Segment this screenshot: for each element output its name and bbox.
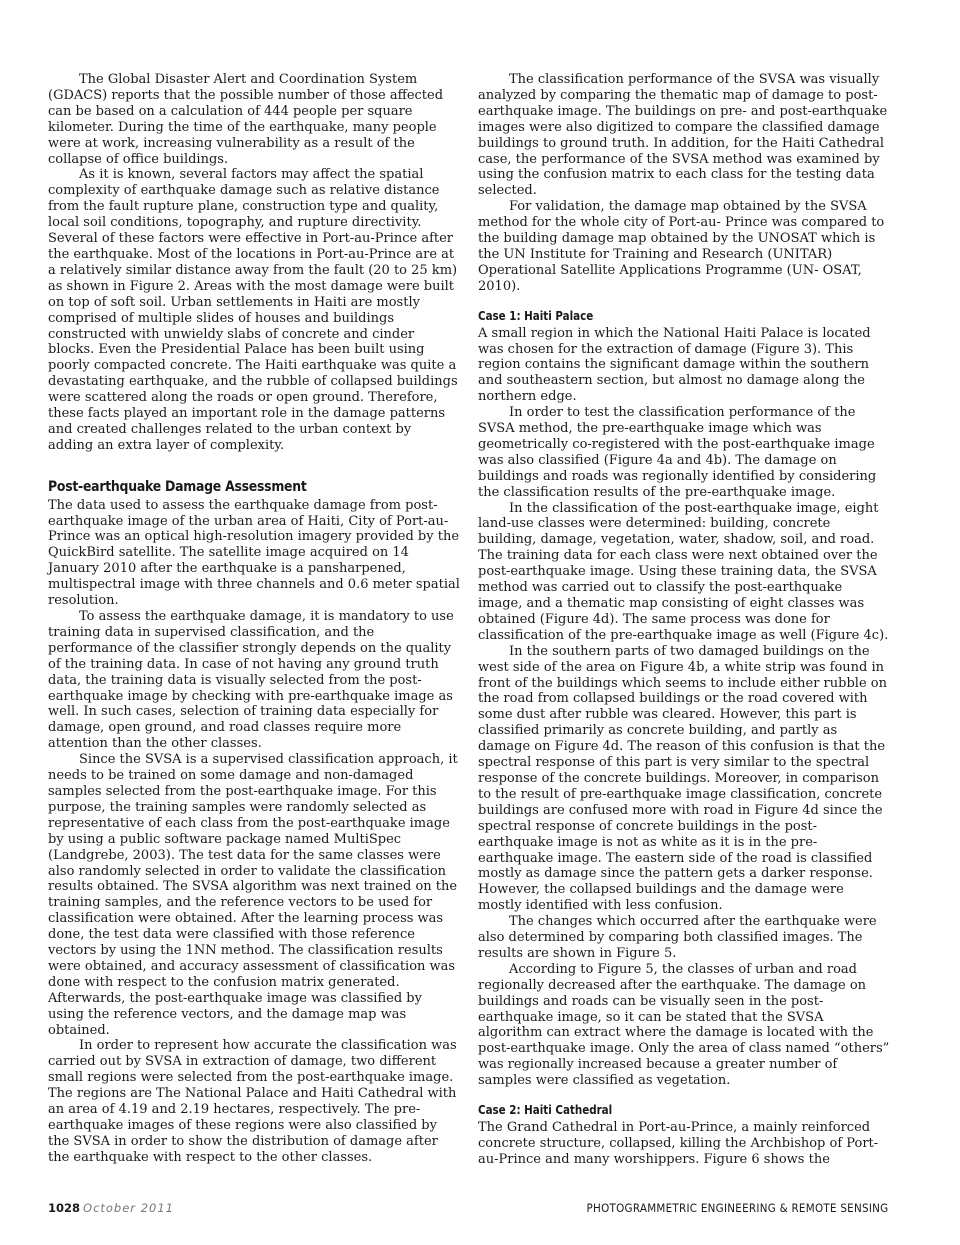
paragraph: In order to test the classification performance of the SVSA method, the pre-earthquake image which was geometrically co-registered with the post-earthquake image was also classified (Figure 4a and 4b). The damage on buildings and roads was regionally identified by considering the classification results of the pre-earthquake image. [478, 405, 877, 500]
paragraph: In the classification of the post-earthquake image, eight land-use classes were determined: building, concrete building, damage, vegetation, water, shadow, soil, and road. The training data for each class were next obtained over the post-earthquake image. Using these training data, the SVSA method was carried out to classify the post-earthquake image, and a thematic map consisting of eight classes was obtained (Figure 4d). The same process was done for classification of the pre-earthquake image as well (Figure 4c). [478, 500, 889, 643]
paragraph: The data used to assess the earthquake damage from post-earthquake image of the urban area of Haiti, City of Port-au-Prince was an optical high-resolution imagery provided by the QuickBird satellite. The satellite image acquired on 14 January 2010 after the earthquake is a pansharpened, multispectral image with three channels and 0.6 meter spatial resolution. [48, 497, 460, 609]
paragraph: A small region in which the National Haiti Palace is located was chosen for the extraction of damage (Figure 3). This region contains the significant damage within the southern and southeastern section, but almost no damage along the northern edge. [478, 325, 871, 405]
case-heading: Case 1: Haiti Palace [478, 308, 594, 323]
paragraph: The classification performance of the SVSA was visually analyzed by comparing the thematic map of damage to post-earthquake image. The buildings on pre- and post-earthquake images were also digitized to compare the classified damage buildings to ground truth. In addition, for the Haiti Cathedral case, the performance of the SVSA method was examined by using the confusion matrix to each class for the testing data selected. [478, 72, 888, 199]
paragraph: To assess the earthquake damage, it is mandatory to use training data in supervised classification, and the performance of the classifier strongly depends on the quality of the training data. In case of not having any ground truth data, the training data is visually selected from the post-earthquake image by checking with pre-earthquake image as well. In such cases, selection of training data especially for damage, open ground, and road classes require more attention than the other classes. [48, 609, 454, 752]
page-footer [48, 1201, 888, 1219]
paragraph: As it is known, several factors may affect the spatial complexity of earthquake damage such as relative distance from the fault rupture plane, construction type and quality, local soil conditions, topography, and rupture directivity. Several of these factors were effective in Port-au-Prince after the earthquake. Most of the locations in Port-au-Prince are at a relatively similar distance away from the fault (20 to 25 km) as shown in Figure 2. Areas with the most damage were built on top of soft soil. Urban settlements in Haiti are mostly comprised of multiple slides of houses and buildings constructed with unwieldy slabs of concrete and cinder blocks. Even the Presidential Palace has been built using poorly compacted concrete. The Haiti earthquake was quite a devastating earthquake, and the rubble of collapsed buildings were scattered along the roads or open ground. Therefore, these facts played an important role in the damage patterns and created challenges related to the urban context by adding an extra layer of complexity. [48, 167, 458, 453]
paragraph: For validation, the damage map obtained by the SVSA method for the whole city of Port-au- Prince was compared to the building damage map obtained by the UNOSAT which is the UN Institute for Training and Research (UNITAR) Operational Satellite Applications Programme (UN- OSAT, 2010). [478, 199, 885, 294]
journal-name: PHOTOGRAMMETRIC ENGINEERING & REMOTE SENSING [586, 1201, 888, 1215]
left-column [48, 72, 460, 1166]
issue-date: October 2011 [83, 1201, 174, 1215]
paragraph: The Global Disaster Alert and Coordination System (GDACS) reports that the possible number of those affected can be based on a calculation of 444 people per square kilometer. During the time of the earthquake, many people were at work, increasing vulnerability as a result of the collapse of office buildings. [48, 72, 444, 167]
paragraph: According to Figure 5, the classes of urban and road regionally decreased after the earthquake. The damage on buildings and roads can be visually seen in the post-earthquake image, so it can be stated that the SVSA algorithm can extract where the damage is located with the post-earthquake image. Only the area of class named “others” was regionally increased because a greater number of samples were classified as vegetation. [478, 961, 890, 1089]
paragraph: In the southern parts of two damaged buildings on the west side of the area on Figure 4b, a white strip was found in front of the buildings which seems to include either rubble on the road from collapsed buildings or the road covered with some dust after rubble was cleared. However, this part is classified primarily as concrete building, and partly as damage on Figure 4d. The reason of this confusion is that the spectral response of this part is very similar to the spectral response of the concrete buildings. Moreover, in comparison to the result of pre-earthquake image classification, concrete buildings are confused more with road in Figure 4d since the spectral response of concrete buildings in the post-earthquake image is not as white as it is in the pre-earthquake image. The eastern side of the road is classified mostly as damage since the pattern gets a darker response. However, the collapsed buildings and the damage were mostly identified with less confusion. [478, 643, 887, 914]
paragraph: The changes which occurred after the earthquake were also determined by comparing both classified images. The results are shown in Figure 5. [478, 914, 877, 961]
paragraph: Since the SVSA is a supervised classification approach, it needs to be trained on some damage and non-damaged samples selected from the post-earthquake image. For this purpose, the training samples were randomly selected as representative of each class from the post-earthquake image by using a public software package named MultiSpec (Landgrebe, 2003). The test data for the same classes were also randomly selected in order to validate the classification results obtained. The SVSA algorithm was next trained on the training samples, and the reference vectors to be used for classification were obtained. After the learning process was done, the test data were classified with those reference vectors by using the 1NN method. The classification results were obtained, and accuracy assessment of classification was done with respect to the confusion matrix generated. Afterwards, the post-earthquake image was classified by using the reference vectors, and the damage map was obtained. [48, 752, 458, 1038]
page-number: 1028 [48, 1201, 81, 1215]
paragraph: The Grand Cathedral in Port-au-Prince, a mainly reinforced concrete structure, collapsed, killing the Archbishop of Port-au-Prince and many worshippers. Figure 6 shows the [478, 1120, 879, 1167]
section-heading: Post-earthquake Damage Assessment [48, 478, 307, 495]
paragraph: In order to represent how accurate the classification was carried out by SVSA in extraction of damage, two different small regions were selected from the post-earthquake image. The regions are The National Palace and Haiti Cathedral with an area of 4.19 and 2.19 hectares, respectively. The pre-earthquake images of these regions were also classified by the SVSA in order to show the distribution of damage after the earthquake with respect to the other classes. [48, 1038, 457, 1165]
page-number-block [48, 1201, 174, 1215]
right-column [478, 72, 890, 1168]
case-heading: Case 2: Haiti Cathedral [478, 1103, 613, 1118]
